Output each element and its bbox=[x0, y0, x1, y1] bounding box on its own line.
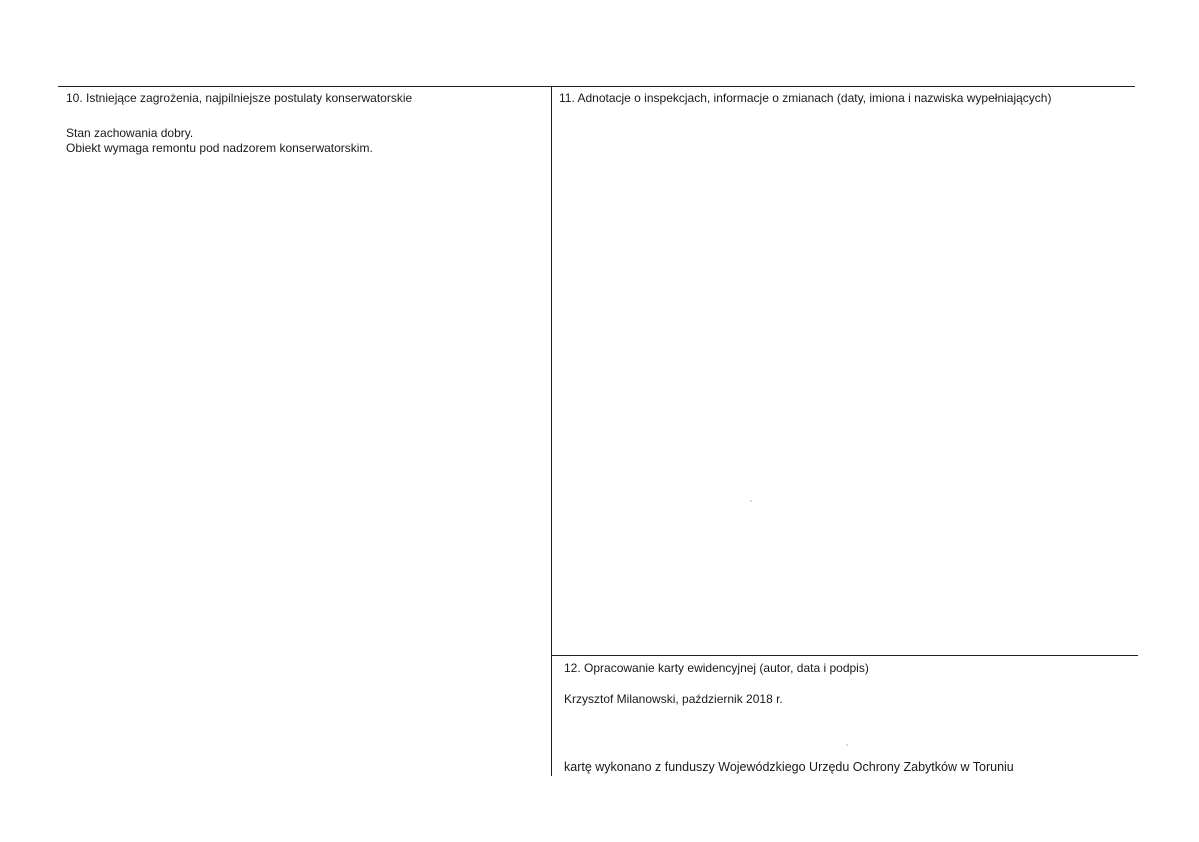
section12-title: 12. Opracowanie karty ewidencyjnej (autor, data i podpis) bbox=[564, 661, 869, 675]
section10-title: 10. Istniejące zagrożenia, najpilniejsze postulaty konserwatorskie bbox=[66, 91, 413, 105]
section10-recommendation-text: Obiekt wymaga remontu pod nadzorem konserwatorskim. bbox=[66, 141, 373, 155]
column-divider-line bbox=[551, 86, 552, 776]
section11-title: 11. Adnotacje o inspekcjach, informacje o zmianach (daty, imiona i nazwiska wypełniających) bbox=[559, 91, 1052, 105]
section12-divider-line bbox=[551, 655, 1138, 656]
section10-condition-text: Stan zachowania dobry. bbox=[66, 126, 194, 140]
section12-funding-note: kartę wykonano z funduszy Wojewódzkiego Urzędu Ochrony Zabytków w Toruniu bbox=[564, 760, 1014, 774]
section12-author-date: Krzysztof Milanowski, październik 2018 r. bbox=[564, 692, 783, 706]
scan-speck bbox=[750, 500, 752, 502]
scan-speck bbox=[846, 744, 848, 746]
top-divider-line bbox=[58, 86, 1135, 87]
